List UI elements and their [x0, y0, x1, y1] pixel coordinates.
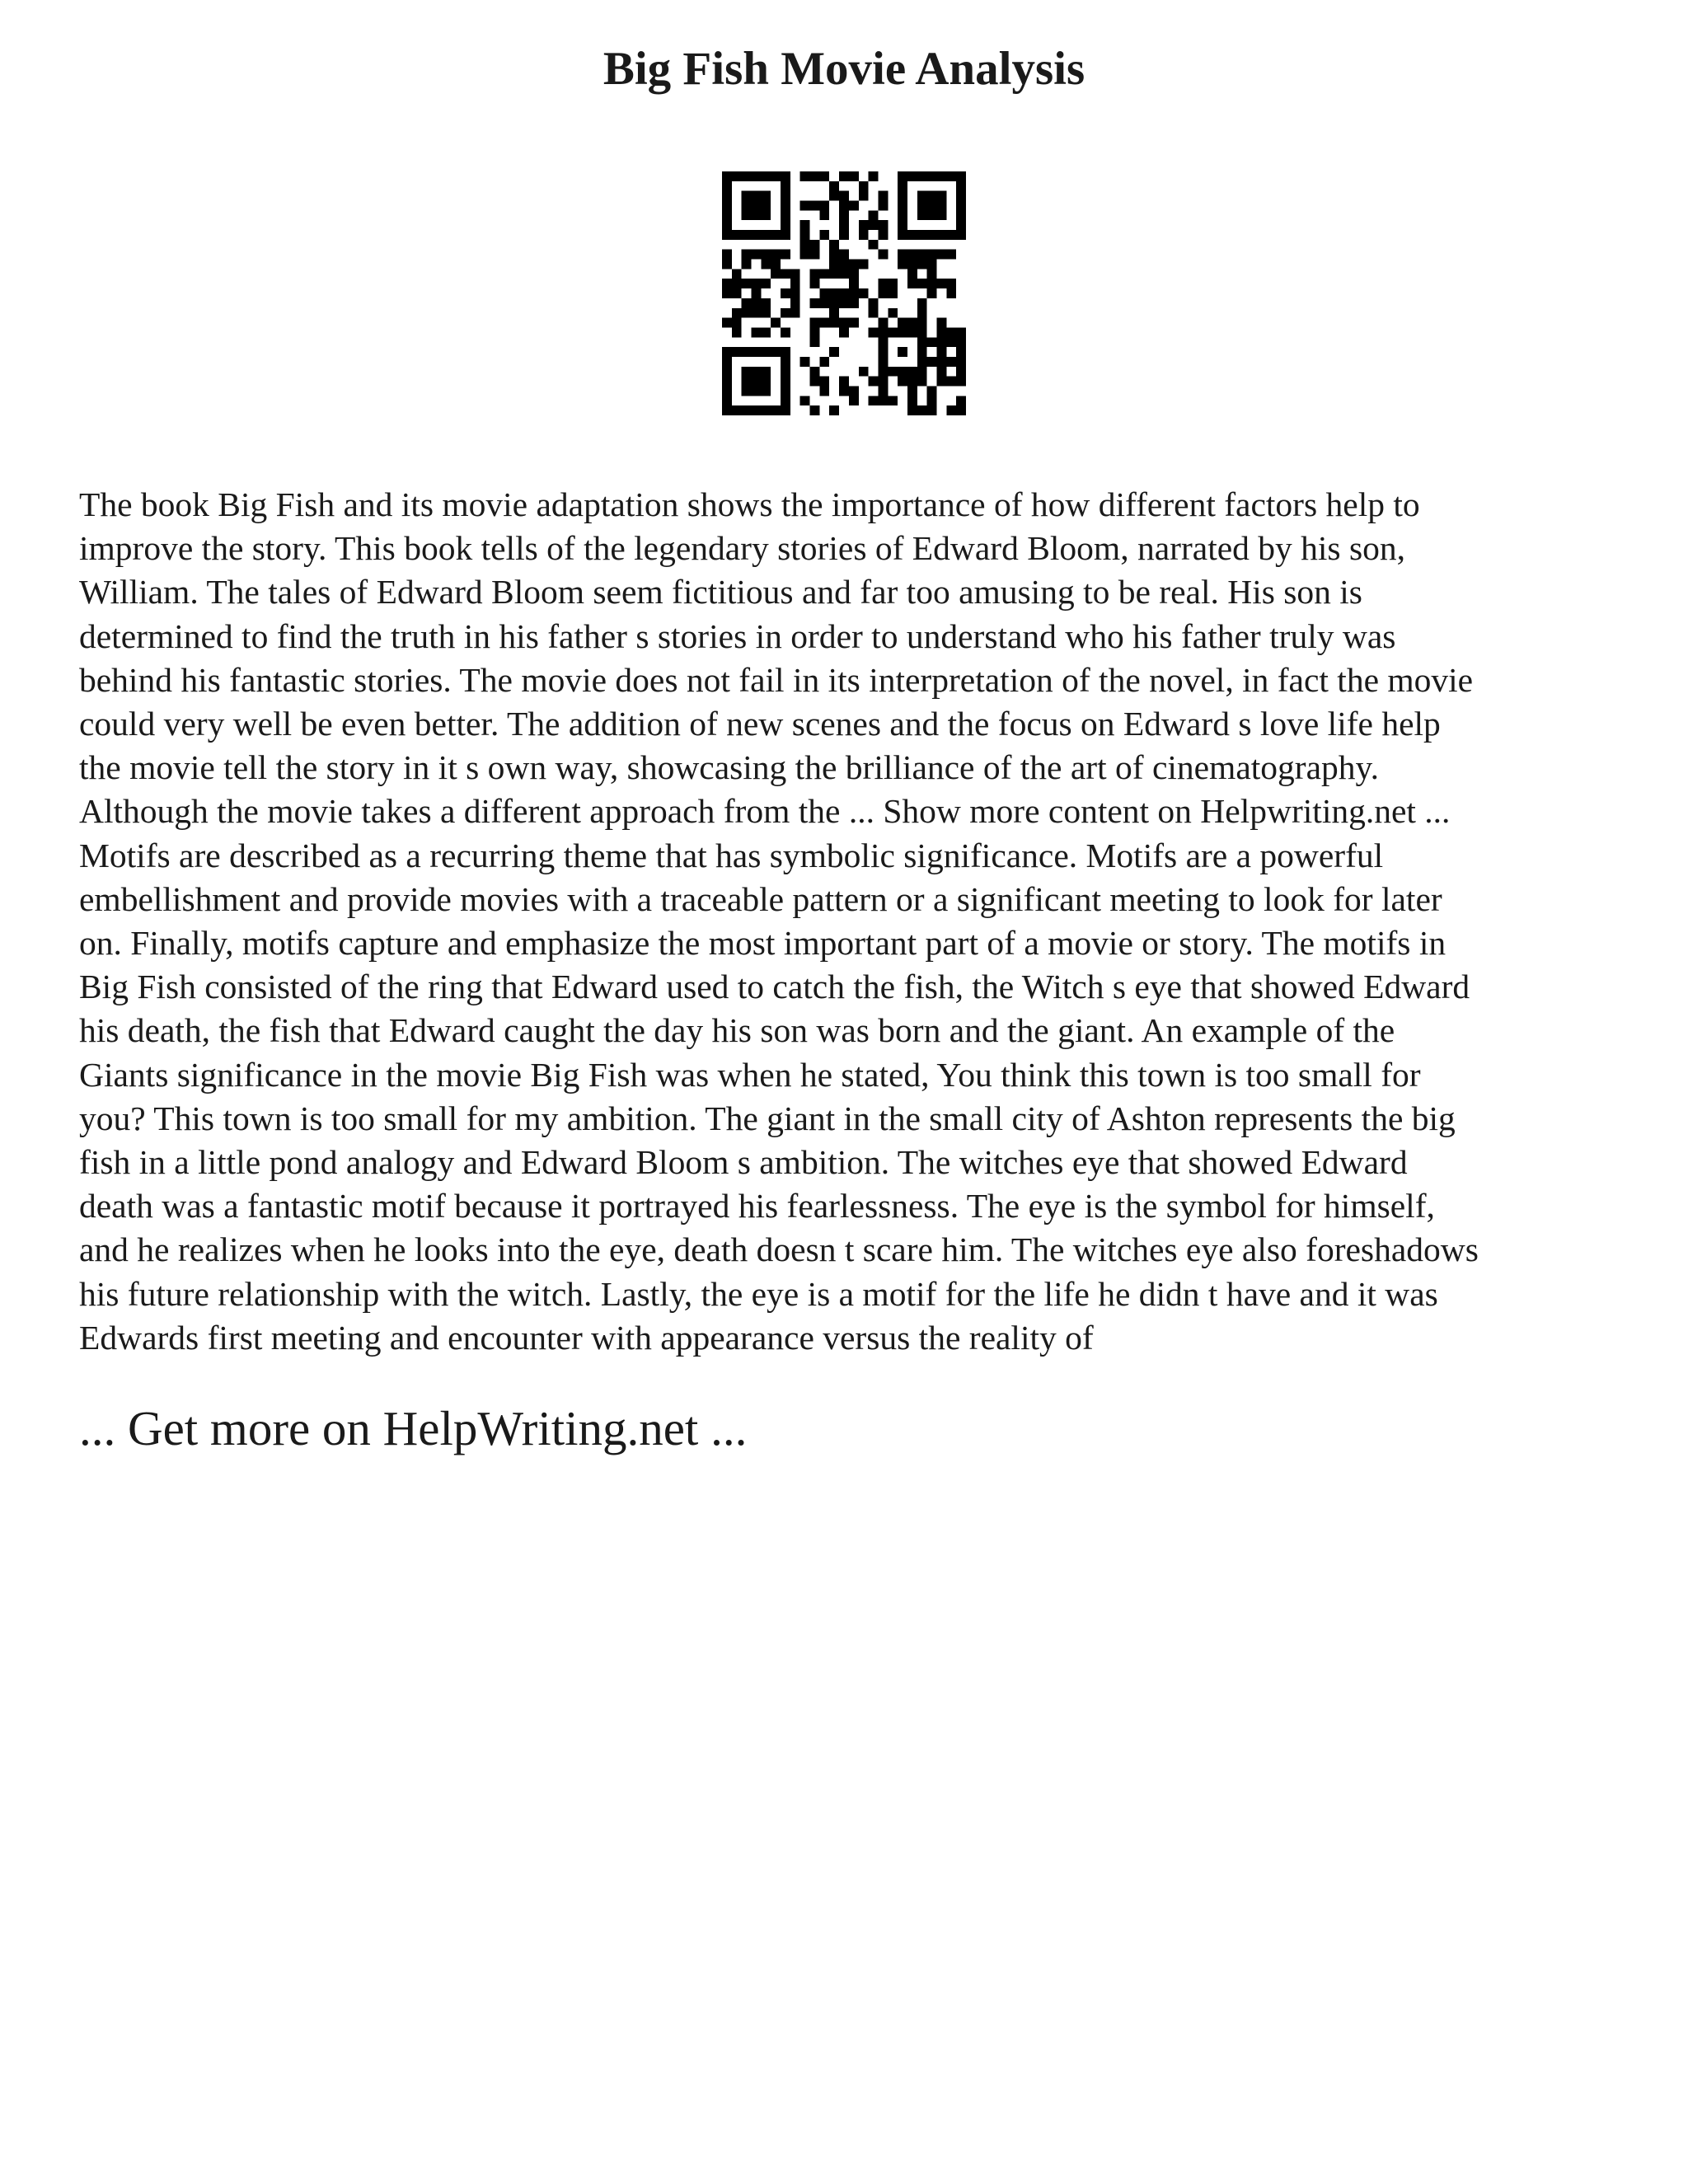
- body-line: his future relationship with the witch. Lastly, the eye is a motif for the life he didn t have and it was: [79, 1274, 1438, 1313]
- body-line: improve the story. This book tells of the legendary stories of Edward Bloom, narrated by his son,: [79, 529, 1405, 568]
- body-line: The book Big Fish and its movie adaptation shows the importance of how different factors help to: [79, 485, 1420, 523]
- body-line: and he realizes when he looks into the eye, death doesn t scare him. The witches eye also foreshadows: [79, 1230, 1479, 1269]
- body-line: on. Finally, motifs capture and emphasize the most important part of a movie or story. The motifs in: [79, 924, 1447, 963]
- body-line: William. The tales of Edward Bloom seem fictitious and far too amusing to be real. His son is: [79, 573, 1362, 612]
- body-paragraph: [79, 483, 1620, 1360]
- body-line: the movie tell the story in it s own way, showcasing the brilliance of the art of cinematography.: [79, 748, 1379, 787]
- body-line: embellishment and provide movies with a traceable pattern or a significant meeting to look for later: [79, 879, 1442, 918]
- body-line: Although the movie takes a different approach from the ... Show more content on Helpwriting.net ...: [79, 792, 1451, 831]
- document-title: Big Fish Movie Analysis: [603, 43, 1085, 95]
- body-line: Motifs are described as a recurring theme that has symbolic significance. Motifs are a powerful: [79, 836, 1384, 874]
- body-line: determined to find the truth in his father s stories in order to understand who his father truly was: [79, 616, 1396, 655]
- body-line: fish in a little pond analogy and Edward Bloom s ambition. The witches eye that showed Edward: [79, 1143, 1408, 1182]
- body-line: could very well be even better. The addition of new scenes and the focus on Edward s love life help: [79, 705, 1441, 743]
- get-more-link[interactable]: ... Get more on HelpWriting.net ...: [79, 1401, 748, 1455]
- body-line: his death, the fish that Edward caught the day his son was born and the giant. An example of the: [79, 1011, 1395, 1050]
- body-line: you? This town is too small for my ambition. The giant in the small city of Ashton represents the big: [79, 1099, 1456, 1137]
- qr-code-icon[interactable]: [722, 171, 966, 415]
- body-line: behind his fantastic stories. The movie does not fail in its interpretation of the novel, in fact the movie: [79, 660, 1474, 699]
- body-line: death was a fantastic motif because it portrayed his fearlessness. The eye is the symbol for himself,: [79, 1187, 1435, 1226]
- body-line: Giants significance in the movie Big Fish was when he stated, You think this town is too small for: [79, 1055, 1421, 1094]
- body-line: Edwards first meeting and encounter with appearance versus the reality of: [79, 1318, 1094, 1357]
- body-line: Big Fish consisted of the ring that Edward used to catch the fish, the Witch s eye that showed Edward: [79, 968, 1470, 1006]
